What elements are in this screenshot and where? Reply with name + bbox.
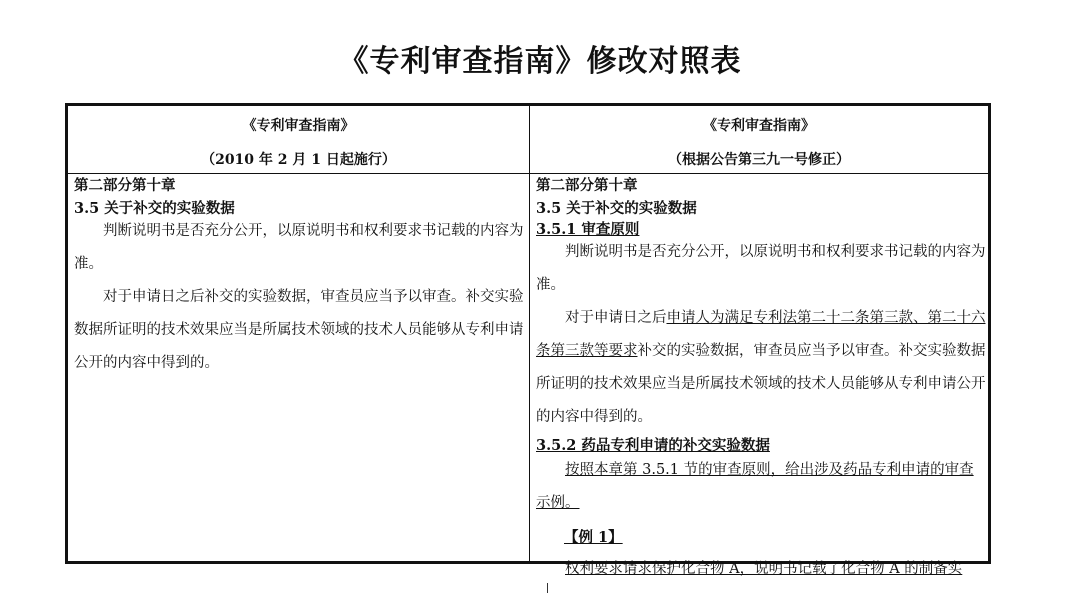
right-paragraph-2-amendment: 申请人为满足专利法第二十二条第三款、第二十六条第三款等要求: [536, 310, 986, 359]
right-paragraph-2: [536, 302, 988, 434]
right-subsection-heading-2: 3.5.2 药品专利申请的补交实验数据: [536, 437, 770, 454]
right-header-title: 《专利审查指南》: [703, 118, 815, 134]
left-header-title: 《专利审查指南》: [242, 118, 355, 134]
right-paragraph-2-end: 补交的实验数据，审查员应当予以审查。补交实验数据所证明的技术效果应当是所属技术领域的技术人员能够从专利申请公开的内容中得到的。: [536, 343, 986, 425]
left-column-header: [68, 106, 529, 173]
right-column-body: [536, 174, 988, 586]
left-paragraph-1: 判断说明书是否充分公开，以原说明书和权利要求书记载的内容为准。: [74, 223, 524, 272]
column-divider: [529, 106, 530, 561]
left-column-body: [74, 174, 524, 380]
left-chapter-heading: 第二部分第十章: [74, 177, 176, 194]
right-paragraph-2-start: 对于申请日之后: [565, 310, 667, 326]
right-paragraph-1: 判断说明书是否充分公开，以原说明书和权利要求书记载的内容为准。: [536, 244, 986, 293]
left-section-heading: 3.5 关于补交的实验数据: [74, 200, 235, 217]
right-column-header: [530, 106, 988, 173]
left-header-date: （2010 年 2 月 1 日起施行）: [201, 152, 396, 168]
page-title: 《专利审查指南》修改对照表: [338, 44, 742, 79]
right-section-heading: 3.5 关于补交的实验数据: [536, 200, 697, 217]
right-header-revision: （根据公告第三九一号修正）: [668, 152, 850, 168]
right-chapter-heading: 第二部分第十章: [536, 177, 638, 194]
right-paragraph-4: 权利要求请求保护化合物 A，说明书记载了化合物 A 的制备实: [565, 561, 963, 577]
right-subsection-heading-1: 3.5.1 审查原则: [536, 221, 640, 238]
page-marker: [547, 583, 548, 593]
right-paragraph-3: 按照本章第 3.5.1 节的审查原则，给出涉及药品专利申请的审查示例。: [536, 462, 974, 511]
left-paragraph-2: 对于申请日之后补交的实验数据，审查员应当予以审查。补交实验数据所证明的技术效果应当是所属技术领域的技术人员能够从专利申请公开的内容中得到的。: [74, 289, 524, 371]
comparison-table: [65, 103, 991, 577]
right-example-label: 【例 1】: [564, 529, 623, 546]
